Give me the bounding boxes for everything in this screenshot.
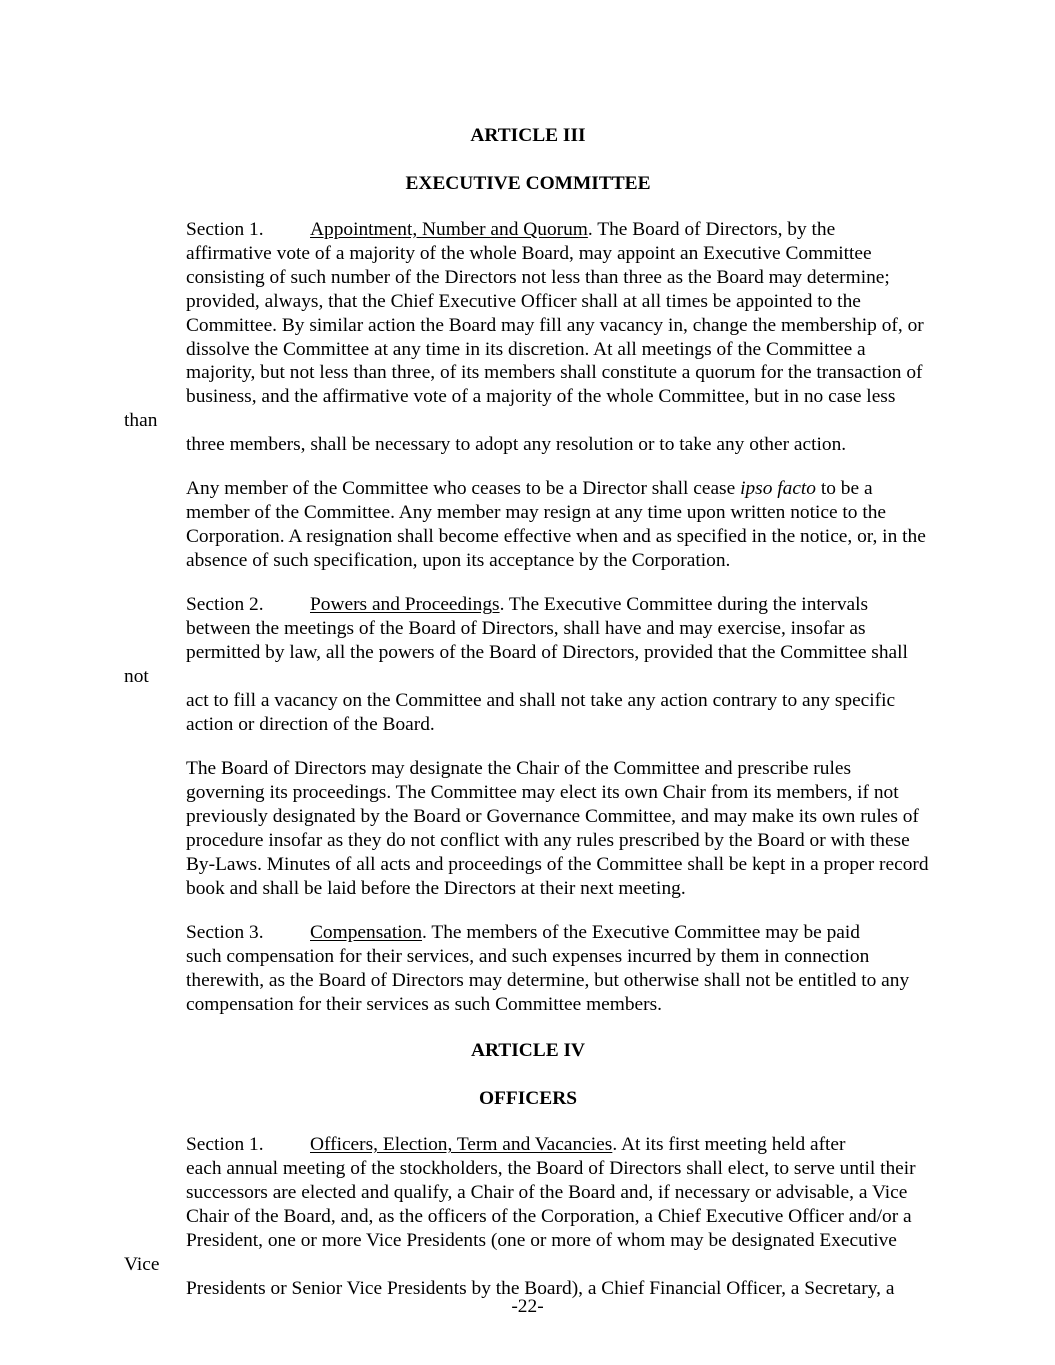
article-3-chair-paragraph: The Board of Directors may designate the Chair of the Committee and prescribe rules governing its proceedings. The Committee may elect its own Chair from its members, if not previously designated by the Board or Governance Committee, and may make its own rules of procedure insofar as they do not conflict with any rules prescribed by the Board or with these By-Laws. Minutes of all acts and proceedings of the Committee shall be kept in a proper record book and shall be laid before the Directors at their next meeting. (186, 758, 929, 899)
article-3-section-1: Section 1. Appointment, Number and Quorum. The Board of Directors, by the affirmative vote of a majority of the whole Board, may appoint an Executive Committee consisting of such number of the Directors not less than three as the Board may determine; provided, always, that the Chief Executive Officer shall at all times be appointed to the Committee. By similar action the Board may fill any vacancy in, change the membership of, or dissolve the Committee at any time in its discretion. At all meetings of the Committee a majority, but not less than three, of its members shall constitute a quorum for the transaction of business, and the affirmative vote of a majority of the whole Committee, but in no case less than three members, shall be necessary to adopt any resolution or to take any other action. (124, 219, 924, 456)
section-number: Section 1. (186, 219, 264, 240)
document-body (124, 122, 932, 1321)
article-3-member-paragraph: Any member of the Committee who ceases to be a Director shall cease ipso facto to be a member of the Committee. Any member may resign at any time upon written notice to the Corporation. A resignation shall become effective when and as specified in the notice, or, in the absence of such specification, upon its acceptance by the Corporation. (186, 478, 926, 572)
article-3-section-3: Section 3. Compensation. The members of the Executive Committee may be paid such compensation for their services, and such expenses incurred by them in connection therewith, as the Board of Directors may determine, but otherwise shall not be entitled to any compensation for their services as such Committee members. (186, 922, 910, 1015)
page-number: -22- (511, 1296, 544, 1317)
article-4-section-1: Section 1. Officers, Election, Term and Vacancies. At its first meeting held after each annual meeting of the stockholders, the Board of Directors shall elect, to serve until their successors are elected and qualify, a Chair of the Board and, if necessary or advisable, a Vice Chair of the Board, and, as the officers of the Corporation, a Chief Executive Officer and/or a President, one or more Vice Presidents (one or more of whom may be designated Executive Vice Presidents or Senior Vice Presidents by the Board), a Chief Financial Officer, a Secretary, a (124, 1134, 916, 1299)
section-number: Section 3. (186, 922, 264, 944)
ipso-facto-term: ipso facto (740, 478, 817, 500)
article-4-title: OFFICERS (478, 1088, 578, 1110)
article-3-section-2: Section 2. Powers and Proceedings. The Executive Committee during the intervals between the meetings of the Board of Directors, shall have and may exercise, insofar as permitted by law, all the powers of the Board of Directors, provided that the Committee shall not act to fill a vacancy on the Committee and shall not take any action contrary to any specific action or direction of the Board. (124, 594, 908, 735)
section-title: Officers, Election, Term and Vacancies (310, 1134, 613, 1156)
article-4-heading: ARTICLE IV (470, 1040, 586, 1062)
section-number: Section 1. (186, 1134, 264, 1156)
article-3-title: EXECUTIVE COMMITTEE (405, 173, 651, 194)
section-number: Section 2. (186, 594, 264, 616)
section-title: Compensation (310, 922, 423, 944)
section-title: Powers and Proceedings (310, 594, 500, 616)
article-3-heading: ARTICLE III (470, 125, 586, 146)
section-title: Appointment, Number and Quorum (310, 219, 588, 240)
